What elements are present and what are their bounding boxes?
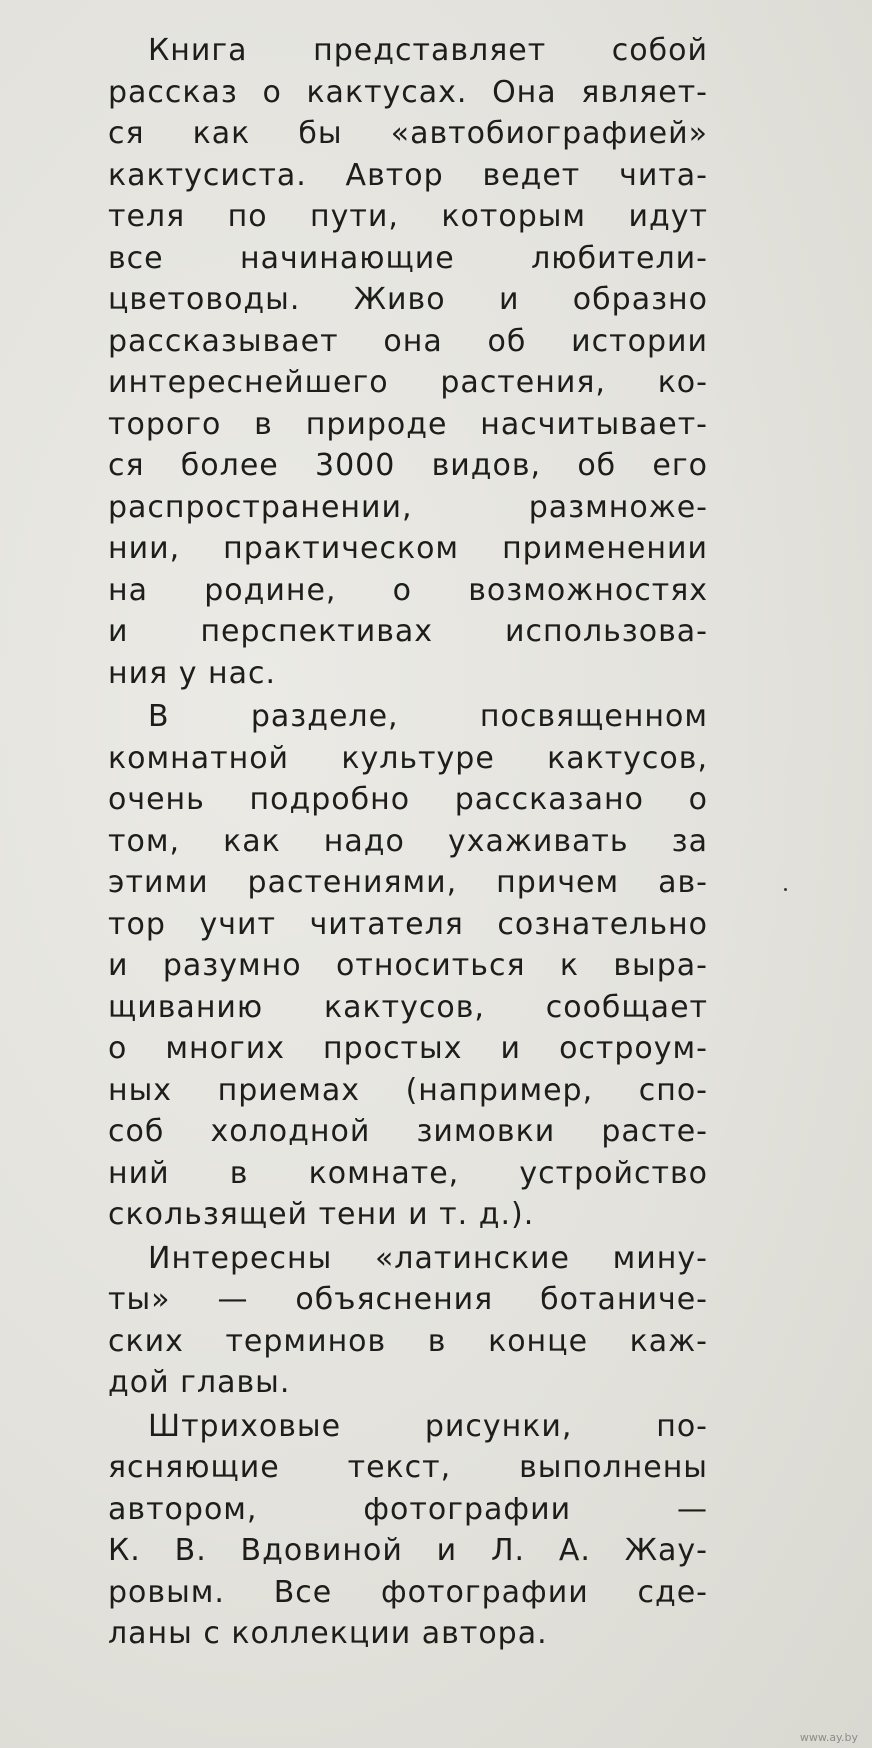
text-line: интереснейшего растения, ко- — [108, 365, 708, 400]
text-line: Интересны «латинские мину- — [148, 1240, 708, 1276]
text-line: В разделе, посвященном — [148, 699, 708, 734]
text-line: и разумно относиться к выра- — [108, 948, 708, 983]
text-line: скользящей тени и т. д.). — [108, 1197, 535, 1232]
text-line: ских терминов в конце каж- — [108, 1323, 708, 1359]
text-line: ся более 3000 видов, об его — [108, 448, 708, 483]
text-line: комнатной культуре кактусов, — [108, 740, 708, 776]
text-line: торого в природе насчитывает- — [108, 406, 708, 442]
text-line: К. В. Вдовиной и Л. А. Жау- — [108, 1533, 708, 1568]
text-line: цветоводы. Живо и образно — [108, 282, 708, 317]
book-annotation-text — [108, 30, 708, 1655]
text-line: ния у нас. — [108, 655, 277, 691]
text-line: рассказ о кактусах. Она являет- — [108, 74, 708, 110]
text-line: все начинающие любители- — [108, 240, 708, 276]
text-line: Книга представляет собой — [148, 33, 708, 68]
paragraph — [108, 1406, 708, 1655]
text-line: теля по пути, которым идут — [108, 199, 708, 234]
text-line: ных приемах (например, спо- — [108, 1072, 708, 1108]
text-line: автором, фотографии — — [108, 1491, 708, 1527]
print-speck — [784, 888, 787, 891]
text-line: ровым. Все фотографии сде- — [108, 1574, 708, 1610]
text-line: ся как бы «автобиографией» — [108, 116, 708, 151]
paragraph — [108, 30, 708, 694]
text-line: рассказывает она об истории — [108, 323, 708, 359]
watermark: www.ay.by — [799, 1731, 858, 1744]
text-line: этими растениями, причем ав- — [108, 865, 708, 900]
paragraph — [108, 696, 708, 1236]
text-line: очень подробно рассказано о — [108, 782, 708, 817]
text-line: тор учит читателя сознательно — [108, 906, 708, 942]
text-line: Штриховые рисунки, по- — [148, 1408, 708, 1444]
text-line: том, как надо ухаживать за — [108, 823, 708, 859]
text-line: кактусиста. Автор ведет чита- — [108, 157, 708, 193]
text-line: о многих простых и остроум- — [108, 1031, 708, 1066]
text-line: щиванию кактусов, сообщает — [108, 989, 708, 1025]
text-line: распространении, размноже- — [108, 489, 708, 525]
text-line: ты» — объяснения ботаниче- — [108, 1282, 708, 1317]
text-line: ланы с коллекции автора. — [108, 1616, 548, 1651]
text-line: соб холодной зимовки расте- — [108, 1114, 708, 1149]
text-line: и перспективах использова- — [108, 614, 708, 649]
text-line: ясняющие текст, выполнены — [108, 1450, 708, 1485]
text-line: нии, практическом применении — [108, 531, 708, 566]
paragraph — [108, 1238, 708, 1404]
text-line: на родине, о возможностях — [108, 572, 708, 608]
text-line: дой главы. — [108, 1365, 291, 1400]
text-line: ний в комнате, устройство — [108, 1155, 708, 1191]
